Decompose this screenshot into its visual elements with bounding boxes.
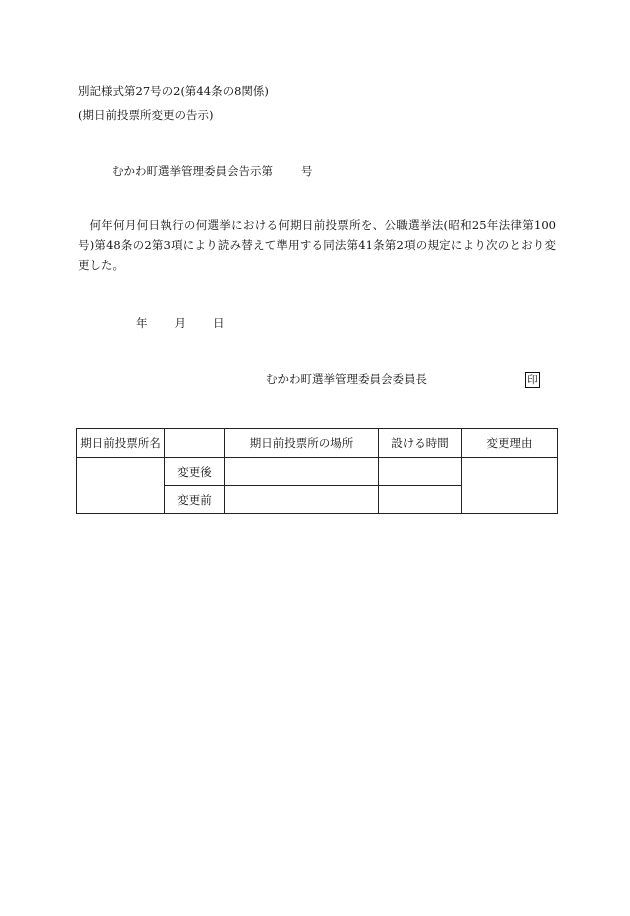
date-day: 日 (213, 316, 225, 330)
notice-number-prefix: むかわ町選挙管理委員会告示第 (112, 164, 273, 178)
notice-number (112, 166, 313, 178)
location-after-change-cell (225, 458, 379, 486)
location-before-change-cell (225, 486, 379, 514)
table-row (77, 458, 558, 486)
header-polling-station-location: 期日前投票所の場所 (225, 429, 379, 458)
date-month: 月 (174, 316, 186, 330)
date-line (136, 318, 225, 330)
header-hours: 設ける時間 (379, 429, 462, 458)
header-polling-station-name: 期日前投票所名 (77, 429, 165, 458)
change-table (76, 428, 558, 514)
signatory-title: むかわ町選挙管理委員会委員長 (266, 372, 427, 386)
header-blank (165, 429, 225, 458)
seal-mark: 印 (525, 372, 540, 388)
form-label: 別記様式第27号の2(第44条の8関係) (78, 84, 269, 98)
hours-before-change-cell (379, 486, 462, 514)
polling-station-name-cell (77, 458, 165, 514)
hours-after-change-cell (379, 458, 462, 486)
notice-number-suffix: 号 (301, 164, 313, 178)
table-header-row (77, 429, 558, 458)
change-reason-cell (462, 458, 558, 514)
row-label-before-change: 変更前 (165, 486, 225, 514)
header-change-reason: 変更理由 (462, 429, 558, 458)
row-label-after-change: 変更後 (165, 458, 225, 486)
date-year: 年 (136, 316, 148, 330)
form-subtitle: (期日前投票所変更の告示) (78, 108, 214, 122)
notice-body-text: 何年何月何日執行の何選挙における何期日前投票所を、公職選挙法(昭和25年法律第100号)第48条の2第3項により読み替えて準用する同法第41条第2項の規定により次のとおり変更した。 (78, 218, 556, 272)
